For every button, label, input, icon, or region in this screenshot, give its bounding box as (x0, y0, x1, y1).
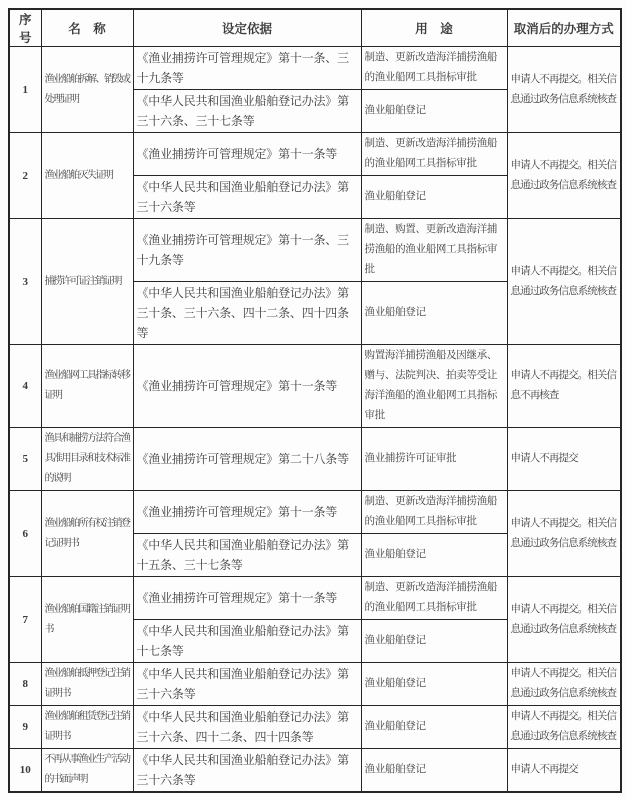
use-cell: 制造、更新改造海洋捕捞渔船的渔业船网工具指标审批 (361, 133, 507, 176)
row-number-cell: 1 (9, 47, 41, 133)
table-row (9, 345, 621, 428)
table-body (9, 47, 621, 793)
table-row (9, 219, 621, 282)
handling-cell: 申请人不再提交。相关信息通过政务信息系统核查 (507, 47, 621, 133)
certificate-name-cell: 渔业船舶抵押登记注销证明书 (41, 663, 133, 706)
table-row (9, 491, 621, 534)
basis-cell: 《中华人民共和国渔业船舶登记办法》第三十六条等 (133, 749, 361, 793)
basis-cell: 《中华人民共和国渔业船舶登记办法》第三十六条等 (133, 176, 361, 219)
basis-cell: 《中华人民共和国渔业船舶登记办法》第三十六条等 (133, 663, 361, 706)
basis-cell: 《渔业捕捞许可管理规定》第二十八条等 (133, 428, 361, 491)
column-header-use: 用 途 (361, 9, 507, 47)
cancelled-certificates-table (8, 8, 622, 793)
basis-cell: 《渔业捕捞许可管理规定》第十一条、三十九条等 (133, 47, 361, 90)
column-header-number: 序 号 (9, 9, 41, 47)
table-row (9, 706, 621, 749)
basis-cell: 《中华人民共和国渔业船舶登记办法》第三十六条、四十二条、四十四条等 (133, 706, 361, 749)
use-cell: 购置海洋捕捞渔船及因继承、赠与、法院判决、拍卖等受让海洋渔船的渔业船网工具指标审批 (361, 345, 507, 428)
certificate-name-cell: 渔业船舶拆解、销毁或处理证明 (41, 47, 133, 133)
use-cell: 渔业船舶登记 (361, 282, 507, 345)
use-cell: 渔业船舶登记 (361, 749, 507, 793)
row-number-cell: 2 (9, 133, 41, 219)
use-cell: 渔业船舶登记 (361, 534, 507, 577)
use-cell: 制造、更新改造海洋捕捞渔船的渔业船网工具指标审批 (361, 491, 507, 534)
table-row (9, 47, 621, 90)
table-row (9, 663, 621, 706)
row-number-cell: 7 (9, 577, 41, 663)
basis-cell: 《中华人民共和国渔业船舶登记办法》第十七条等 (133, 620, 361, 663)
handling-cell: 申请人不再提交。相关信息通过政务信息系统核查 (507, 219, 621, 345)
use-cell: 渔业捕捞许可证审批 (361, 428, 507, 491)
header-row (9, 9, 621, 47)
row-number-cell: 9 (9, 706, 41, 749)
column-header-name: 名 称 (41, 9, 133, 47)
table-row (9, 577, 621, 620)
row-number-cell: 5 (9, 428, 41, 491)
table-row (9, 749, 621, 793)
handling-cell: 申请人不再提交。相关信息通过政务信息系统核查 (507, 577, 621, 663)
handling-cell: 申请人不再提交。相关信息通过政务信息系统核查 (507, 133, 621, 219)
row-number-cell: 3 (9, 219, 41, 345)
certificate-name-cell: 渔具和捕捞方法符合渔具准用目录和技术标准的说明 (41, 428, 133, 491)
certificate-name-cell: 渔业船舶租赁登记注销证明书 (41, 706, 133, 749)
certificate-name-cell: 渔业船舶灭失证明 (41, 133, 133, 219)
basis-cell: 《渔业捕捞许可管理规定》第十一条、三十九条等 (133, 219, 361, 282)
column-header-handling: 取消后的办理方式 (507, 9, 621, 47)
certificate-name-cell: 渔业船网工具指标转移证明 (41, 345, 133, 428)
basis-cell: 《渔业捕捞许可管理规定》第十一条等 (133, 491, 361, 534)
use-cell: 渔业船舶登记 (361, 620, 507, 663)
basis-cell: 《渔业捕捞许可管理规定》第十一条等 (133, 577, 361, 620)
use-cell: 渔业船舶登记 (361, 663, 507, 706)
table-header (9, 9, 621, 47)
basis-cell: 《中华人民共和国渔业船舶登记办法》第三十六条、三十七条等 (133, 90, 361, 133)
basis-cell: 《渔业捕捞许可管理规定》第十一条等 (133, 345, 361, 428)
use-cell: 制造、购置、更新改造海洋捕捞渔船的渔业船网工具指标审批 (361, 219, 507, 282)
handling-cell: 申请人不再提交。相关信息通过政务信息系统核查 (507, 663, 621, 706)
table-row (9, 428, 621, 491)
basis-cell: 《中华人民共和国渔业船舶登记办法》第十五条、三十七条等 (133, 534, 361, 577)
use-cell: 渔业船舶登记 (361, 176, 507, 219)
row-number-cell: 6 (9, 491, 41, 577)
row-number-cell: 4 (9, 345, 41, 428)
certificate-name-cell: 捕捞许可证注销证明 (41, 219, 133, 345)
row-number-cell: 8 (9, 663, 41, 706)
handling-cell: 申请人不再提交。相关信息通过政务信息系统核查 (507, 706, 621, 749)
use-cell: 制造、更新改造海洋捕捞渔船的渔业船网工具指标审批 (361, 47, 507, 90)
handling-cell: 申请人不再提交 (507, 749, 621, 793)
certificate-name-cell: 渔业船舶所有权注销登记证明书 (41, 491, 133, 577)
use-cell: 渔业船舶登记 (361, 90, 507, 133)
column-header-basis: 设定依据 (133, 9, 361, 47)
row-number-cell: 10 (9, 749, 41, 793)
handling-cell: 申请人不再提交。相关信息通过政务信息系统核查 (507, 491, 621, 577)
use-cell: 渔业船舶登记 (361, 706, 507, 749)
certificate-name-cell: 渔业船舶国籍注销证明书 (41, 577, 133, 663)
handling-cell: 申请人不再提交。相关信息不再核查 (507, 345, 621, 428)
use-cell: 制造、更新改造海洋捕捞渔船的渔业船网工具指标审批 (361, 577, 507, 620)
handling-cell: 申请人不再提交 (507, 428, 621, 491)
basis-cell: 《中华人民共和国渔业船舶登记办法》第三十条、三十六条、四十二条、四十四条等 (133, 282, 361, 345)
certificate-name-cell: 不再从事渔业生产活动的书面声明 (41, 749, 133, 793)
table-row (9, 133, 621, 176)
basis-cell: 《渔业捕捞许可管理规定》第十一条等 (133, 133, 361, 176)
